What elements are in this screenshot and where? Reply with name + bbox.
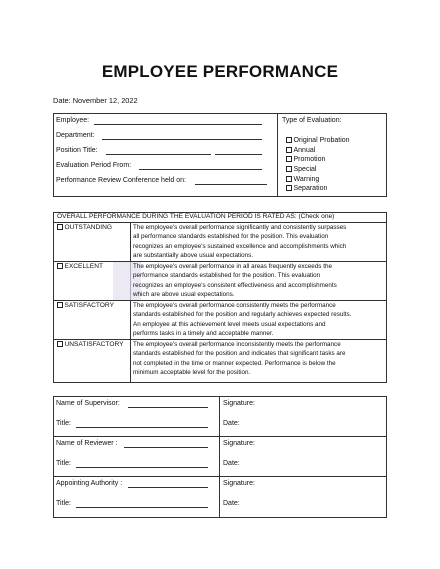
document-title: EMPLOYEE PERFORMANCE [101,62,339,81]
employee-field[interactable] [94,124,262,125]
rating-option-unsatisfactory[interactable]: UNSATISFACTORY [57,341,124,348]
rating-option-satisfactory[interactable]: SATISFACTORY [57,302,114,309]
signatures-row-divider [53,436,387,437]
reviewer-title-field[interactable] [76,467,208,468]
supervisor-name-field[interactable] [128,407,208,408]
rating-description-outstanding: The employee's overall performance significantly and consistently surpasses all performance standards established for the position. This evaluation recognizes an employee's sustained excellence and accomplishments which are substantially above usual expectations. [133,224,347,260]
supervisor-name-label: Name of Supervisor: [56,400,120,407]
supervisor-signature-label: Signature: [223,400,255,407]
checkbox-icon[interactable] [286,156,292,162]
ratings-column-divider [130,222,131,383]
evaluation-period-field[interactable] [139,169,262,170]
review-conference-field[interactable] [195,184,267,185]
eval-option-separation[interactable]: Separation [286,185,327,192]
checkbox-icon[interactable] [286,176,292,182]
supervisor-title-field[interactable] [76,427,208,428]
checkbox-icon[interactable] [286,166,292,172]
appointing-date-label: Date: [223,500,240,507]
position-title-label: Position Title: [56,147,98,154]
checkbox-icon[interactable] [57,302,63,308]
document-date: Date: November 12, 2022 [53,96,138,105]
eval-option-special[interactable]: Special [286,166,316,173]
rating-description-satisfactory: The employee's overall performance consistently meets the performance standards established for the position and regularly achieves expected results. An employee at this achievement level meets usual expectations and performs tasks in a timely and acceptable manner. [133,302,352,338]
signatures-column-divider [219,396,220,518]
checkbox-icon[interactable] [286,185,292,191]
checkbox-icon[interactable] [57,263,63,269]
eval-option-warning[interactable]: Warning [286,176,319,183]
reviewer-name-label: Name of Reviewer : [56,440,118,447]
evaluation-type-heading: Type of Evaluation: [282,117,342,124]
rating-description-unsatisfactory: The employee's overall performance inconsistently meets the performance standards established for the position and indicates that significant tasks are not completed in the time or manner expected. Performance is below the minimum acceptable level for the position. [133,341,346,377]
checkbox-icon[interactable] [57,341,63,347]
appointing-title-label: Title: [56,500,71,507]
reviewer-date-label: Date: [223,460,240,467]
checkbox-icon[interactable] [286,147,292,153]
ratings-header: OVERALL PERFORMANCE DURING THE EVALUATION PERIOD IS RATED AS: (Check one) [57,213,335,220]
signatures-table [53,396,387,518]
appointing-authority-field[interactable] [128,487,208,488]
eval-option-annual[interactable]: Annual [286,147,315,154]
eval-option-original-probation[interactable]: Original Probation [286,137,350,144]
position-title-field-2[interactable] [215,154,262,155]
checkbox-icon[interactable] [57,224,63,230]
review-conference-label: Performance Review Conference held on: [56,177,186,184]
appointing-title-field[interactable] [76,507,208,508]
rating-option-outstanding[interactable]: OUTSTANDING [57,224,112,231]
department-label: Department: [56,132,95,139]
supervisor-title-label: Title: [56,420,71,427]
evaluation-period-label: Evaluation Period From: [56,162,132,169]
appointing-signature-label: Signature: [223,480,255,487]
rating-description-excellent: The employee's overall performance in all areas frequently exceeds the performance standards established for the position. This evaluation recognizes an employee's consistent effectiveness and accomplishments which are above usual expectations. [133,263,337,299]
checkbox-icon[interactable] [286,137,292,143]
appointing-authority-label: Appointing Authority : [56,480,123,487]
position-title-field[interactable] [106,154,211,155]
info-divider [277,113,278,197]
reviewer-title-label: Title: [56,460,71,467]
reviewer-name-field[interactable] [124,447,208,448]
supervisor-date-label: Date: [223,420,240,427]
signatures-row-divider [53,476,387,477]
rating-option-excellent[interactable]: EXCELLENT [57,263,103,270]
eval-option-promotion[interactable]: Promotion [286,156,325,163]
department-field[interactable] [102,139,262,140]
reviewer-signature-label: Signature: [223,440,255,447]
employee-label: Employee: [56,117,90,124]
